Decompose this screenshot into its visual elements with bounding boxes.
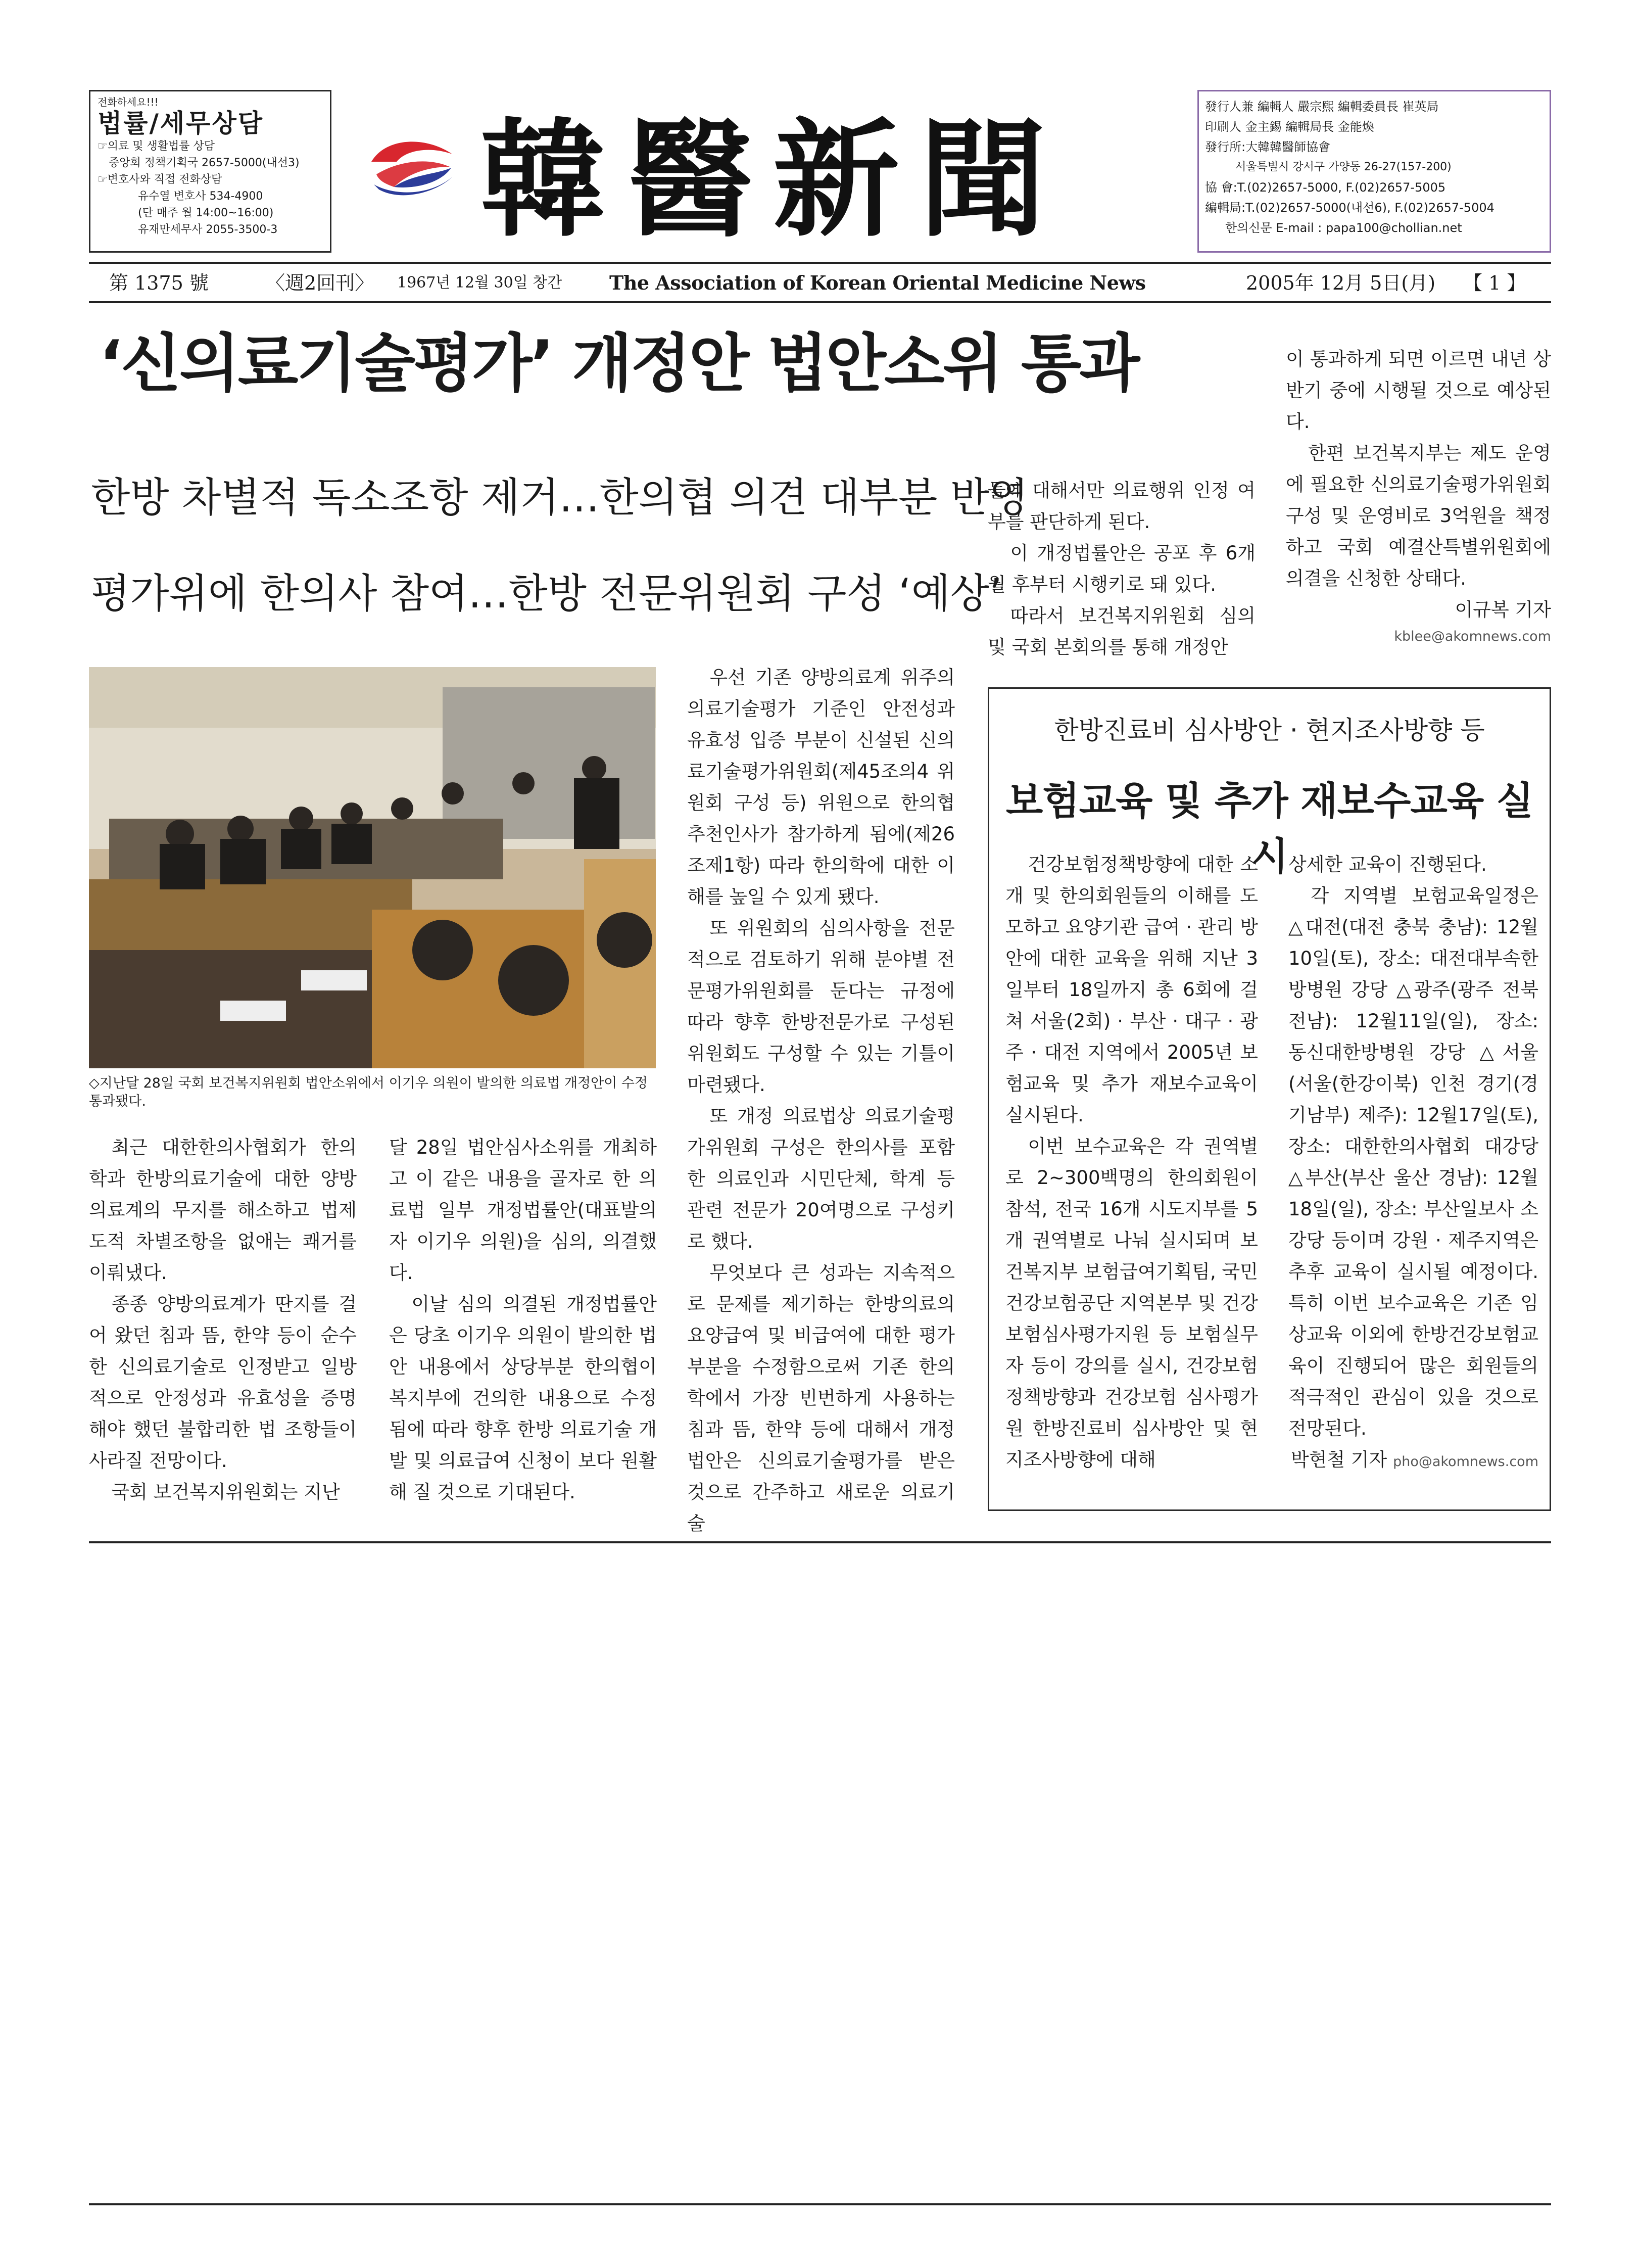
- paragraph: 이 통과하게 되면 이르면 내년 상반기 중에 시행될 것으로 예상된다.: [1286, 348, 1551, 433]
- consult-line: ☞의료 및 생활법률 상담: [98, 140, 215, 153]
- publisher-line: 發行人兼 編輯人 嚴宗熙 編輯委員長 崔英局: [1205, 100, 1439, 114]
- side-article-col-2: [1288, 849, 1538, 1478]
- paragraph: 무엇보다 큰 성과는 지속적으로 문제를 제기하는 한방의료의 요양급여 및 비급여에 대한 평가부분을 수정함으로써 기존 한의학에서 가장 빈번하게 사용하는 침과 뜸, 한약 등에 대해서 개정법안은 신의료기술평가를 받은 것으로 간주하고 새로운 의료기술: [687, 1262, 955, 1534]
- side-article-col-1: [1005, 849, 1258, 1476]
- hearing-photo: [89, 667, 656, 1068]
- consult-title: 법률/세무상담: [98, 109, 264, 138]
- english-name: The Association of Korean Oriental Medicine News: [609, 271, 1146, 294]
- main-article-col-4: [988, 475, 1256, 663]
- paragraph: 이번 보수교육은 각 권역별로 2~300백명의 한의회원이 참석, 전국 16개 시도지부를 5개 권역별로 나눠 실시되며 보건복지부 보험급여기획팀, 국민건강보험공단 지역본부 및 건강보험심사평가지원 등 보험실무자 등이 강의를 실시, 건강보험 정책방향과 건강보험 심사평가원 한방진료비 심사방안 및 현지조사방향에 대해: [1005, 1136, 1258, 1471]
- main-subhead-1: 한방 차별적 독소조항 제거…한의협 의견 대부분 반영: [91, 474, 1029, 521]
- issue-date: 2005年 12月 5日(月): [1246, 272, 1436, 294]
- paragraph: 우선 기존 양방의료계 위주의 의료기술평가 기준인 안전성과 유효성 입증 부분이 신설된 신의료기술평가위원회(제45조의4 위원회 구성 등) 위원으로 한의협 추천인사가 참가하게 됨에(제26조제1항) 따라 한의학에 대한 이해를 높일 수 있게 됐다.: [687, 667, 955, 908]
- publisher-email: 한의신문 E-mail : papa100@chollian.net: [1225, 221, 1462, 235]
- founded-date: 1967년 12월 30일 창간: [397, 274, 562, 292]
- paragraph: 건강보험정책방향에 대한 소개 및 한의회원들의 이해를 도모하고 요양기관 급여 · 관리 방안에 대한 교육을 위해 지난 3일부터 18일까지 총 6회에 걸쳐 서울(2회) · 부산 · 대구 · 광주 · 대전 지역에서 2005년 보험교육 및 추가 재보수교육이 실시된다.: [1005, 854, 1258, 1126]
- main-article-col-5: [1286, 344, 1551, 648]
- paragraph: 이 개정법률안은 공포 후 6개월 후부터 시행키로 돼 있다.: [988, 542, 1256, 595]
- paragraph: 따라서 보건복지위원회 심의 및 국회 본회의를 통해 개정안: [988, 605, 1256, 658]
- dateline-bottom-rule: [89, 301, 1551, 303]
- paragraph: 상세한 교육이 진행된다.: [1288, 854, 1487, 875]
- main-subhead-2: 평가위에 한의사 참여…한방 전문위원회 구성 ‘예상’: [91, 570, 1002, 617]
- issue-frequency: 〈週2回刊〉: [266, 272, 374, 294]
- main-article-col-1: [89, 1132, 357, 1508]
- consult-line: ☞변호사와 직접 전화상담: [98, 173, 222, 186]
- side-headline: 보험교육 및 추가 재보수교육 실시: [1005, 778, 1533, 879]
- main-article-col-3: [687, 662, 955, 1539]
- paragraph: 국회 보건복지위원회는 지난: [111, 1481, 340, 1503]
- byline-email: pho@akomnews.com: [1393, 1454, 1538, 1470]
- publisher-line: 編輯局:T.(02)2657-5000(내선6), F.(02)2657-5004: [1205, 201, 1494, 215]
- section-bottom-rule: [89, 1541, 1551, 1543]
- paragraph: 이날 심의 의결된 개정법률안은 당초 이기우 의원이 발의한 법안 내용에서 상당부분 한의협이 복지부에 건의한 내용으로 수정됨에 따라 향후 한방 의료기술 개발 및 의료급여 신청이 보다 원활해 질 것으로 기대된다.: [389, 1293, 657, 1503]
- taegeuk-logo-icon: [366, 126, 457, 207]
- side-kicker: 한방진료비 심사방안 · 현지조사방향 등: [1054, 716, 1485, 745]
- consult-line: 중앙회 정책기획국 2657-5000(내선3): [109, 157, 300, 169]
- photo-caption: ◇지난달 28일 국회 보건복지위원회 법안소위에서 이기우 의원이 발의한 의료법 개정안이 수정 통과됐다.: [89, 1075, 648, 1109]
- byline-email: kblee@akomnews.com: [1394, 629, 1551, 644]
- consult-line: (단 매주 월 14:00~16:00): [138, 207, 274, 219]
- paragraph: 들에 대해서만 의료행위 인정 여부를 판단하게 된다.: [988, 480, 1256, 533]
- consult-line: 유재만세무사 2055-3500-3: [138, 223, 278, 236]
- dateline: [89, 268, 1551, 298]
- main-article-col-2: [389, 1132, 657, 1508]
- byline: 박현철 기자: [1290, 1449, 1387, 1471]
- issue-number: 第 1375 號: [109, 272, 209, 294]
- publisher-box: [1197, 90, 1551, 253]
- consult-box: [89, 90, 331, 253]
- publisher-line: 協 會:T.(02)2657-5000, F.(02)2657-5005: [1205, 180, 1446, 195]
- paragraph: 달 28일 법안심사소위를 개최하고 이 같은 내용을 골자로 한 의료법 일부 개정법률안(대표발의자 이기우 의원)을 심의, 의결했다.: [389, 1137, 657, 1284]
- paragraph: 한편 보건복지부는 제도 운영에 필요한 신의료기술평가위원회 구성 및 운영비로 3억원을 책정하고 국회 예결산특별위원회에 의결을 신청한 상태다.: [1286, 442, 1551, 589]
- publisher-line: 印刷人 金主錫 編輯局長 金能煥: [1205, 120, 1374, 134]
- publisher-line: 發行所:大韓韓醫師協會: [1205, 140, 1331, 154]
- consult-line: 유수열 변호사 534-4900: [138, 190, 263, 203]
- byline: 이규복 기자: [1455, 599, 1551, 621]
- publisher-line: 서울특별시 강서구 가양동 26-27(157-200): [1235, 161, 1452, 173]
- consult-tag: 전화하세요!!!: [98, 96, 159, 108]
- paragraph: 또 개정 의료법상 의료기술평가위원회 구성은 한의사를 포함한 의료인과 시민단체, 학계 등 관련 전문가 20여명으로 구성키로 했다.: [687, 1105, 955, 1252]
- main-headline: ‘신의료기술평가’ 개정안 법안소위 통과: [99, 327, 1138, 400]
- dateline-top-rule: [89, 262, 1551, 264]
- paragraph: 최근 대한한의사협회가 한의학과 한방의료기술에 대한 양방의료계의 무지를 해소하고 법제도적 차별조항을 없애는 쾌거를 이뤄냈다.: [89, 1137, 357, 1284]
- paragraph: 각 지역별 보험교육일정은 △대전(대전 충북 충남): 12월 10일(토), 장소: 대전대부속한방병원 강당 △광주(광주 전북 전남): 12월11일(일), 장소: 동신대한방병원 강당 △서울(서울(한강이북) 인천 경기(경기남부) 제주): 12월17일(토), 장소: 대한한의사협회 대강당 △부산(부산 울산 경남): 12월18일(일), 장소: 부산일보사 소강당 등이며 강원 · 제주지역은 추후 교육이 실시될 예정이다. 특히 이번 보수교육은 기존 임상교육 이외에 한방건강보험교육이 진행되어 많은 회원들의 적극적인 관심이 있을 것으로 전망된다.: [1288, 885, 1538, 1439]
- paragraph: 또 위원회의 심의사항을 전문적으로 검토하기 위해 분야별 전문평가위원회를 둔다는 규정에 따라 향후 한방전문가로 구성된 위원회도 구성할 수 있는 기틀이 마련됐다.: [687, 917, 955, 1096]
- side-byline-row: [1288, 1444, 1538, 1478]
- page-number: 【 1 】: [1463, 272, 1526, 294]
- paragraph: 종종 양방의료계가 딴지를 걸어 왔던 침과 뜸, 한약 등이 순수한 신의료기술로 인정받고 일방적으로 안정성과 유효성을 증명해야 했던 불합리한 법 조항들이 사라질 전망이다.: [89, 1293, 357, 1472]
- page-bottom-rule: [89, 2203, 1551, 2205]
- masthead-title: 韓醫新聞: [480, 105, 1066, 254]
